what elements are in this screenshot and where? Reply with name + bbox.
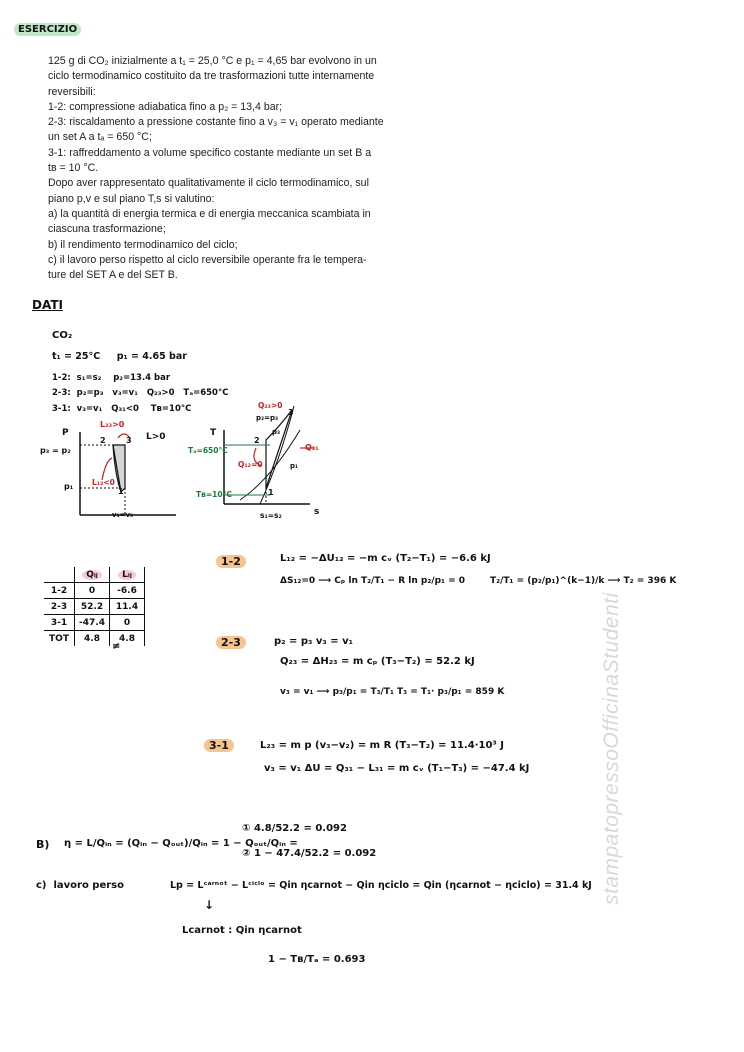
table-cell: 2-3	[44, 599, 75, 615]
exercise-label: ESERCIZIO	[14, 24, 81, 35]
problem-line: ciclo termodinamico costituito da tre trasformazioni tutte internamente	[48, 70, 375, 83]
table-row	[44, 599, 145, 615]
problem-line: Dopo aver rappresentato qualitativamente il ciclo termodinamico, sul	[48, 177, 369, 190]
table-cell: -6.6	[110, 583, 145, 599]
table-cell: 1-2	[44, 583, 75, 599]
ts-axis-t: T	[210, 428, 217, 438]
pv-arrow	[102, 458, 112, 480]
table-cell: 4.8	[110, 631, 145, 647]
eq-du31: v₃ = v₁ ΔU = Q₃₁ − L₃₁ = m cᵥ (T₁−T₃) = −47.4 kJ	[264, 763, 530, 774]
problem-line: ture del SET A e del SET B.	[48, 269, 178, 282]
pv-point: 3	[126, 436, 132, 445]
ts-q31: Q₃₁	[305, 443, 319, 452]
section-label-23: 2-3	[216, 636, 246, 649]
eq-l23: L₂₃ = m p (v₃−v₂) = m R (T₃−T₂) = 11.4·10³ J	[260, 740, 504, 751]
part-b-label: B)	[36, 838, 50, 851]
dati-title: DATI	[32, 298, 63, 312]
problem-line: c) il lavoro perso rispetto al ciclo reversibile operante fra le tempera-	[48, 253, 367, 266]
table-row	[44, 583, 145, 599]
table-header-row	[44, 567, 145, 583]
pv-p-label: p₃ = p₂	[40, 446, 71, 455]
ts-p3: p₃	[272, 428, 281, 436]
eq-eta-result2: ② 1 − 47.4/52.2 = 0.092	[242, 848, 377, 859]
problem-line: 1-2: compressione adiabatica fino a p₂ = 13,4 bar;	[48, 100, 283, 113]
eq-lavoro-perso: Lp = Lᶜᵃʳⁿᵒᵗ − Lᶜⁱᶜˡᵒ = Qin ηcarnot − Qin ηciclo = Qin (ηcarnot − ηciclo) = 31.4 kJ	[170, 880, 592, 891]
problem-line: ciascuna trasformazione;	[48, 223, 166, 236]
ts-point: 3	[288, 408, 294, 417]
pv-l12: L₁₂<0	[92, 478, 115, 487]
eq-ds12: ΔS₁₂=0 ⟶ Cₚ ln T₂/T₁ − R ln p₂/p₁ = 0	[280, 576, 466, 586]
dati-line: t₁ = 25°C p₁ = 4.65 bar	[52, 351, 187, 362]
section-label-31: 3-1	[204, 739, 234, 752]
table-cell: 52.2	[75, 599, 110, 615]
problem-line: 125 g di CO₂ inizialmente a t₁ = 25,0 °C e p₁ = 4,65 bar evolvono in un	[48, 55, 377, 67]
table-cell: 3-1	[44, 615, 75, 631]
ts-axis-s: s	[314, 507, 320, 517]
problem-line: a) la quantità di energia termica e di energia meccanica scambiata in	[48, 207, 371, 220]
table-header: Lᵢⱼ	[118, 570, 136, 580]
ts-q23: Q₂₃>0	[258, 401, 283, 410]
energy-table	[44, 567, 145, 646]
problem-line: tʙ = 10 °C.	[48, 162, 99, 175]
pv-v-label: v₁=v₃	[112, 511, 134, 519]
eq-l12: L₁₂ = −ΔU₁₂ = −m cᵥ (T₂−T₁) = −6.6 kJ	[280, 553, 491, 564]
table-cell: 4.8	[75, 631, 110, 647]
dati-gas: CO₂	[52, 330, 73, 341]
table-cell: 11.4	[110, 599, 145, 615]
dati-line: 3-1: v₃=v₁ Q₃₁<0 Tʙ=10°C	[52, 404, 192, 414]
watermark: stampatopressoOfficinaStudenti	[600, 592, 623, 905]
problem-line: 3-1: raffreddamento a volume specifico costante mediante un set B a	[48, 146, 372, 159]
pv-axis-p: P	[62, 428, 69, 438]
problem-line: 2-3: riscaldamento a pressione costante fino a v₃ = v₁ operato mediante	[48, 116, 384, 129]
problem-text	[48, 54, 384, 283]
arrow-down-icon: ↓	[204, 898, 215, 912]
pv-point: 2	[100, 436, 106, 445]
dati-line: 1-2: s₁=s₂ p₂=13.4 bar	[52, 373, 171, 383]
eq-t2: T₂/T₁ = (p₂/p₁)^(k−1)/k ⟶ T₂ = 396 K	[490, 576, 677, 586]
table-header: Qᵢⱼ	[82, 570, 102, 580]
problem-line: un set A a tₐ = 650 °C;	[48, 131, 152, 144]
problem-line: reversibili:	[48, 85, 96, 98]
not-equal-sign: ≠	[112, 641, 121, 652]
ts-s-label: s₁=s₂	[260, 511, 282, 520]
table-cell: 0	[75, 583, 110, 599]
eq-eta-result1: ① 4.8/52.2 = 0.092	[242, 823, 347, 834]
ts-point: 1	[268, 488, 274, 497]
table-row	[44, 631, 145, 647]
table-cell: TOT	[44, 631, 75, 647]
table-row	[44, 615, 145, 631]
section-label-12: 1-2	[216, 555, 246, 568]
problem-line: b) il rendimento termodinamico del ciclo;	[48, 238, 238, 251]
eq-t3: v₃ = v₁ ⟶ p₃/p₁ = T₃/T₁ T₃ = T₁· p₃/p₁ = 859 K	[280, 687, 505, 697]
table-cell: 0	[110, 615, 145, 631]
ts-tb: Tʙ=10°C	[196, 490, 232, 499]
pv-l-positive: L>0	[146, 432, 166, 442]
eq-q23: Q₂₃ = ΔH₂₃ = m cₚ (T₃−T₂) = 52.2 kJ	[280, 656, 475, 667]
dati-line: 2-3: p₂=p₃ v₃=v₁ Q₂₃>0 Tₐ=650°C	[52, 388, 229, 398]
eq-lcarnot: Lcarnot : Qin ηcarnot	[182, 925, 302, 936]
pv-p1-label: p₁	[64, 482, 74, 491]
table-cell: -47.4	[75, 615, 110, 631]
eq-eta-carnot: 1 − Tʙ/Tₐ = 0.693	[268, 954, 366, 965]
pv-l23: L₂₃>0	[100, 420, 125, 429]
ts-q12: Q₁₂=0	[238, 460, 263, 469]
ts-point: 2	[254, 436, 260, 445]
pv-point: 1	[118, 487, 124, 496]
part-c-label: c) lavoro perso	[36, 880, 125, 891]
eq-eta: η = L/Qᵢₙ = (Qᵢₙ − Qₒᵤₜ)/Qᵢₙ = 1 − Qₒᵤₜ/Qᵢₙ =	[64, 838, 298, 849]
eq-p2p3: p₂ = p₃ v₃ = v₁	[274, 636, 354, 647]
ts-p2p3: p₂=p₃	[256, 414, 279, 422]
ts-ta: Tₐ=650°C	[188, 446, 228, 455]
ts-p1: p₁	[290, 462, 299, 470]
problem-line: piano p,v e sul piano T,s si valutino:	[48, 192, 215, 205]
